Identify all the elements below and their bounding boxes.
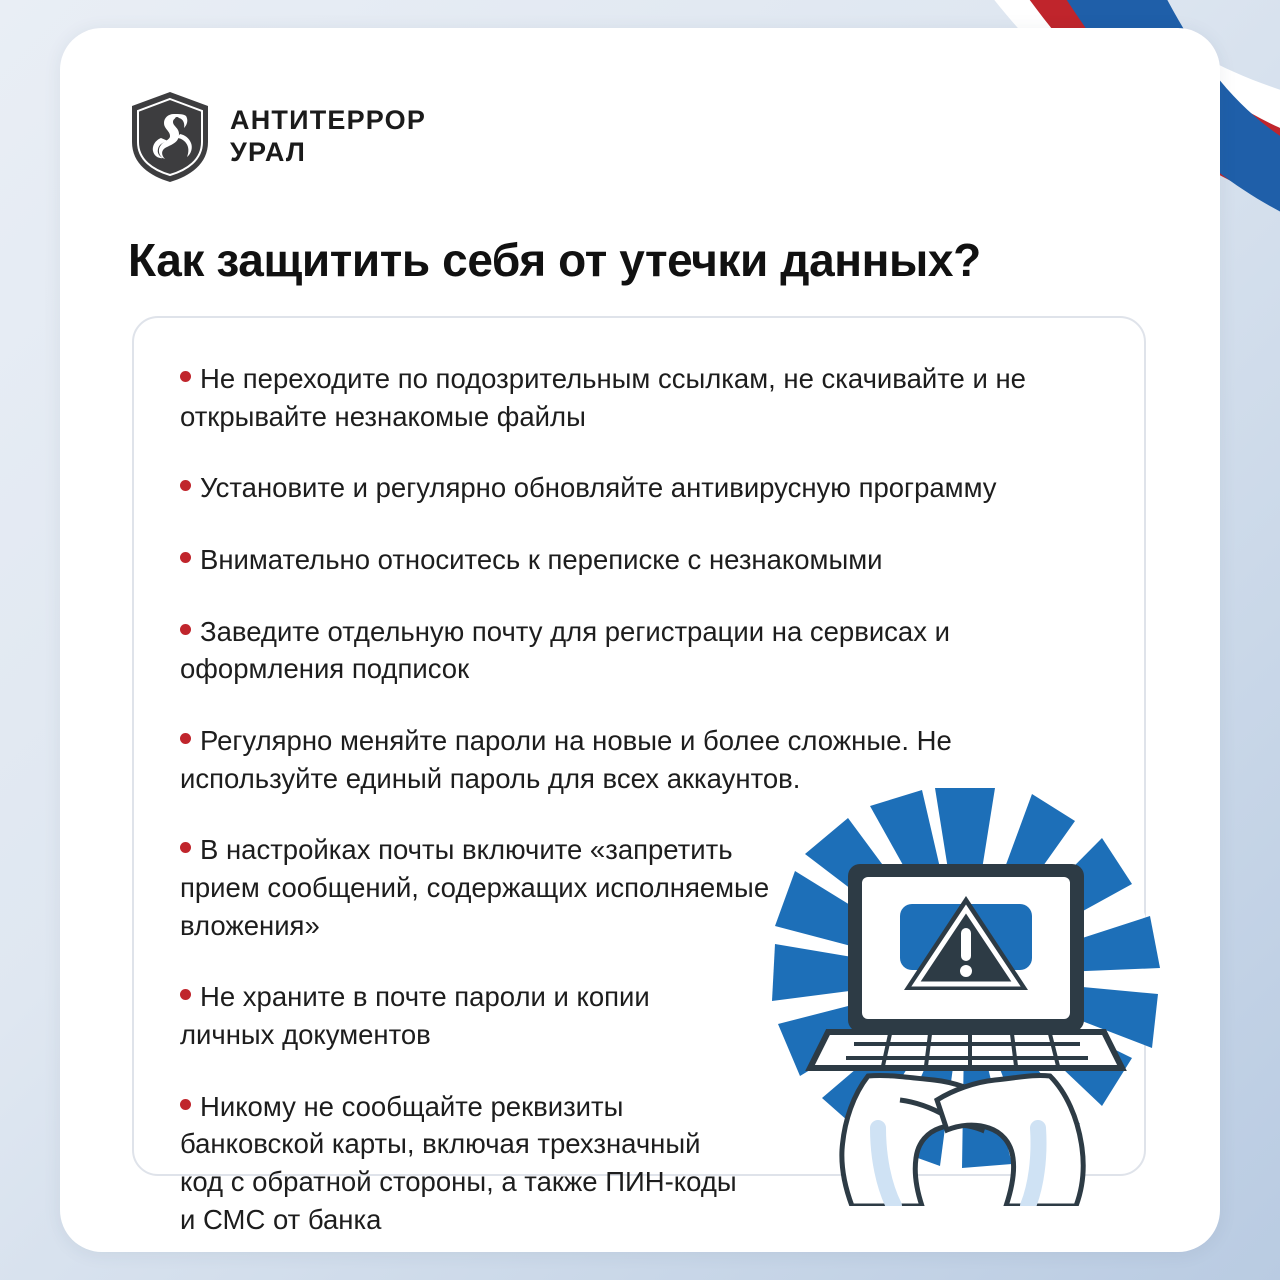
list-item bbox=[180, 978, 740, 1053]
bullet-dot-icon bbox=[180, 552, 191, 563]
brand-lockup bbox=[128, 90, 426, 184]
laptop-warning-hands-illustration bbox=[750, 776, 1180, 1206]
brand-name-line2: УРАЛ bbox=[230, 137, 307, 167]
brand-name-line1: АНТИТЕРРОР bbox=[230, 105, 427, 136]
page-title: Как защитить себя от утечки данных? bbox=[128, 234, 981, 286]
bullet-dot-icon bbox=[180, 371, 191, 382]
list-item-text: Установите и регулярно обновляйте антивирусную программу bbox=[200, 472, 997, 504]
list-item bbox=[180, 469, 1080, 507]
shield-lizard-icon bbox=[128, 90, 212, 184]
laptop-icon bbox=[810, 864, 1122, 1068]
list-item bbox=[180, 541, 1080, 579]
bullet-dot-icon bbox=[180, 733, 191, 744]
bullet-dot-icon bbox=[180, 989, 191, 1000]
list-item-text: Не переходите по подозрительным ссылкам, не скачивайте и не открывайте незнакомые файлы bbox=[180, 363, 1026, 432]
list-item bbox=[180, 360, 1080, 435]
bullet-dot-icon bbox=[180, 480, 191, 491]
bullet-dot-icon bbox=[180, 842, 191, 853]
list-item bbox=[180, 831, 800, 944]
list-item-text: Заведите отдельную почту для регистрации на сервисах и оформления подписок bbox=[180, 615, 950, 685]
bullet-dot-icon bbox=[180, 1099, 191, 1110]
bullet-dot-icon bbox=[180, 624, 191, 635]
list-item-text: Никому не сообщайте реквизиты банковской карты, включая трехзначный код с обратной стороны, а также ПИН-коды и СМС от банка bbox=[180, 1090, 737, 1235]
list-item-text: Внимательно относитесь к переписке с незнакомыми bbox=[200, 544, 883, 576]
content-card bbox=[60, 28, 1220, 1252]
list-item bbox=[180, 1088, 740, 1239]
list-item-text: В настройках почты включите «запретить прием сообщений, содержащих исполняемые вложения» bbox=[180, 834, 770, 941]
list-item-text: Регулярно меняйте пароли на новые и более сложные. Не используйте единый пароль для всех аккаунтов. bbox=[180, 725, 952, 794]
list-item bbox=[180, 613, 1080, 688]
list-item-text: Не храните в почте пароли и копии личных документов bbox=[180, 981, 650, 1051]
